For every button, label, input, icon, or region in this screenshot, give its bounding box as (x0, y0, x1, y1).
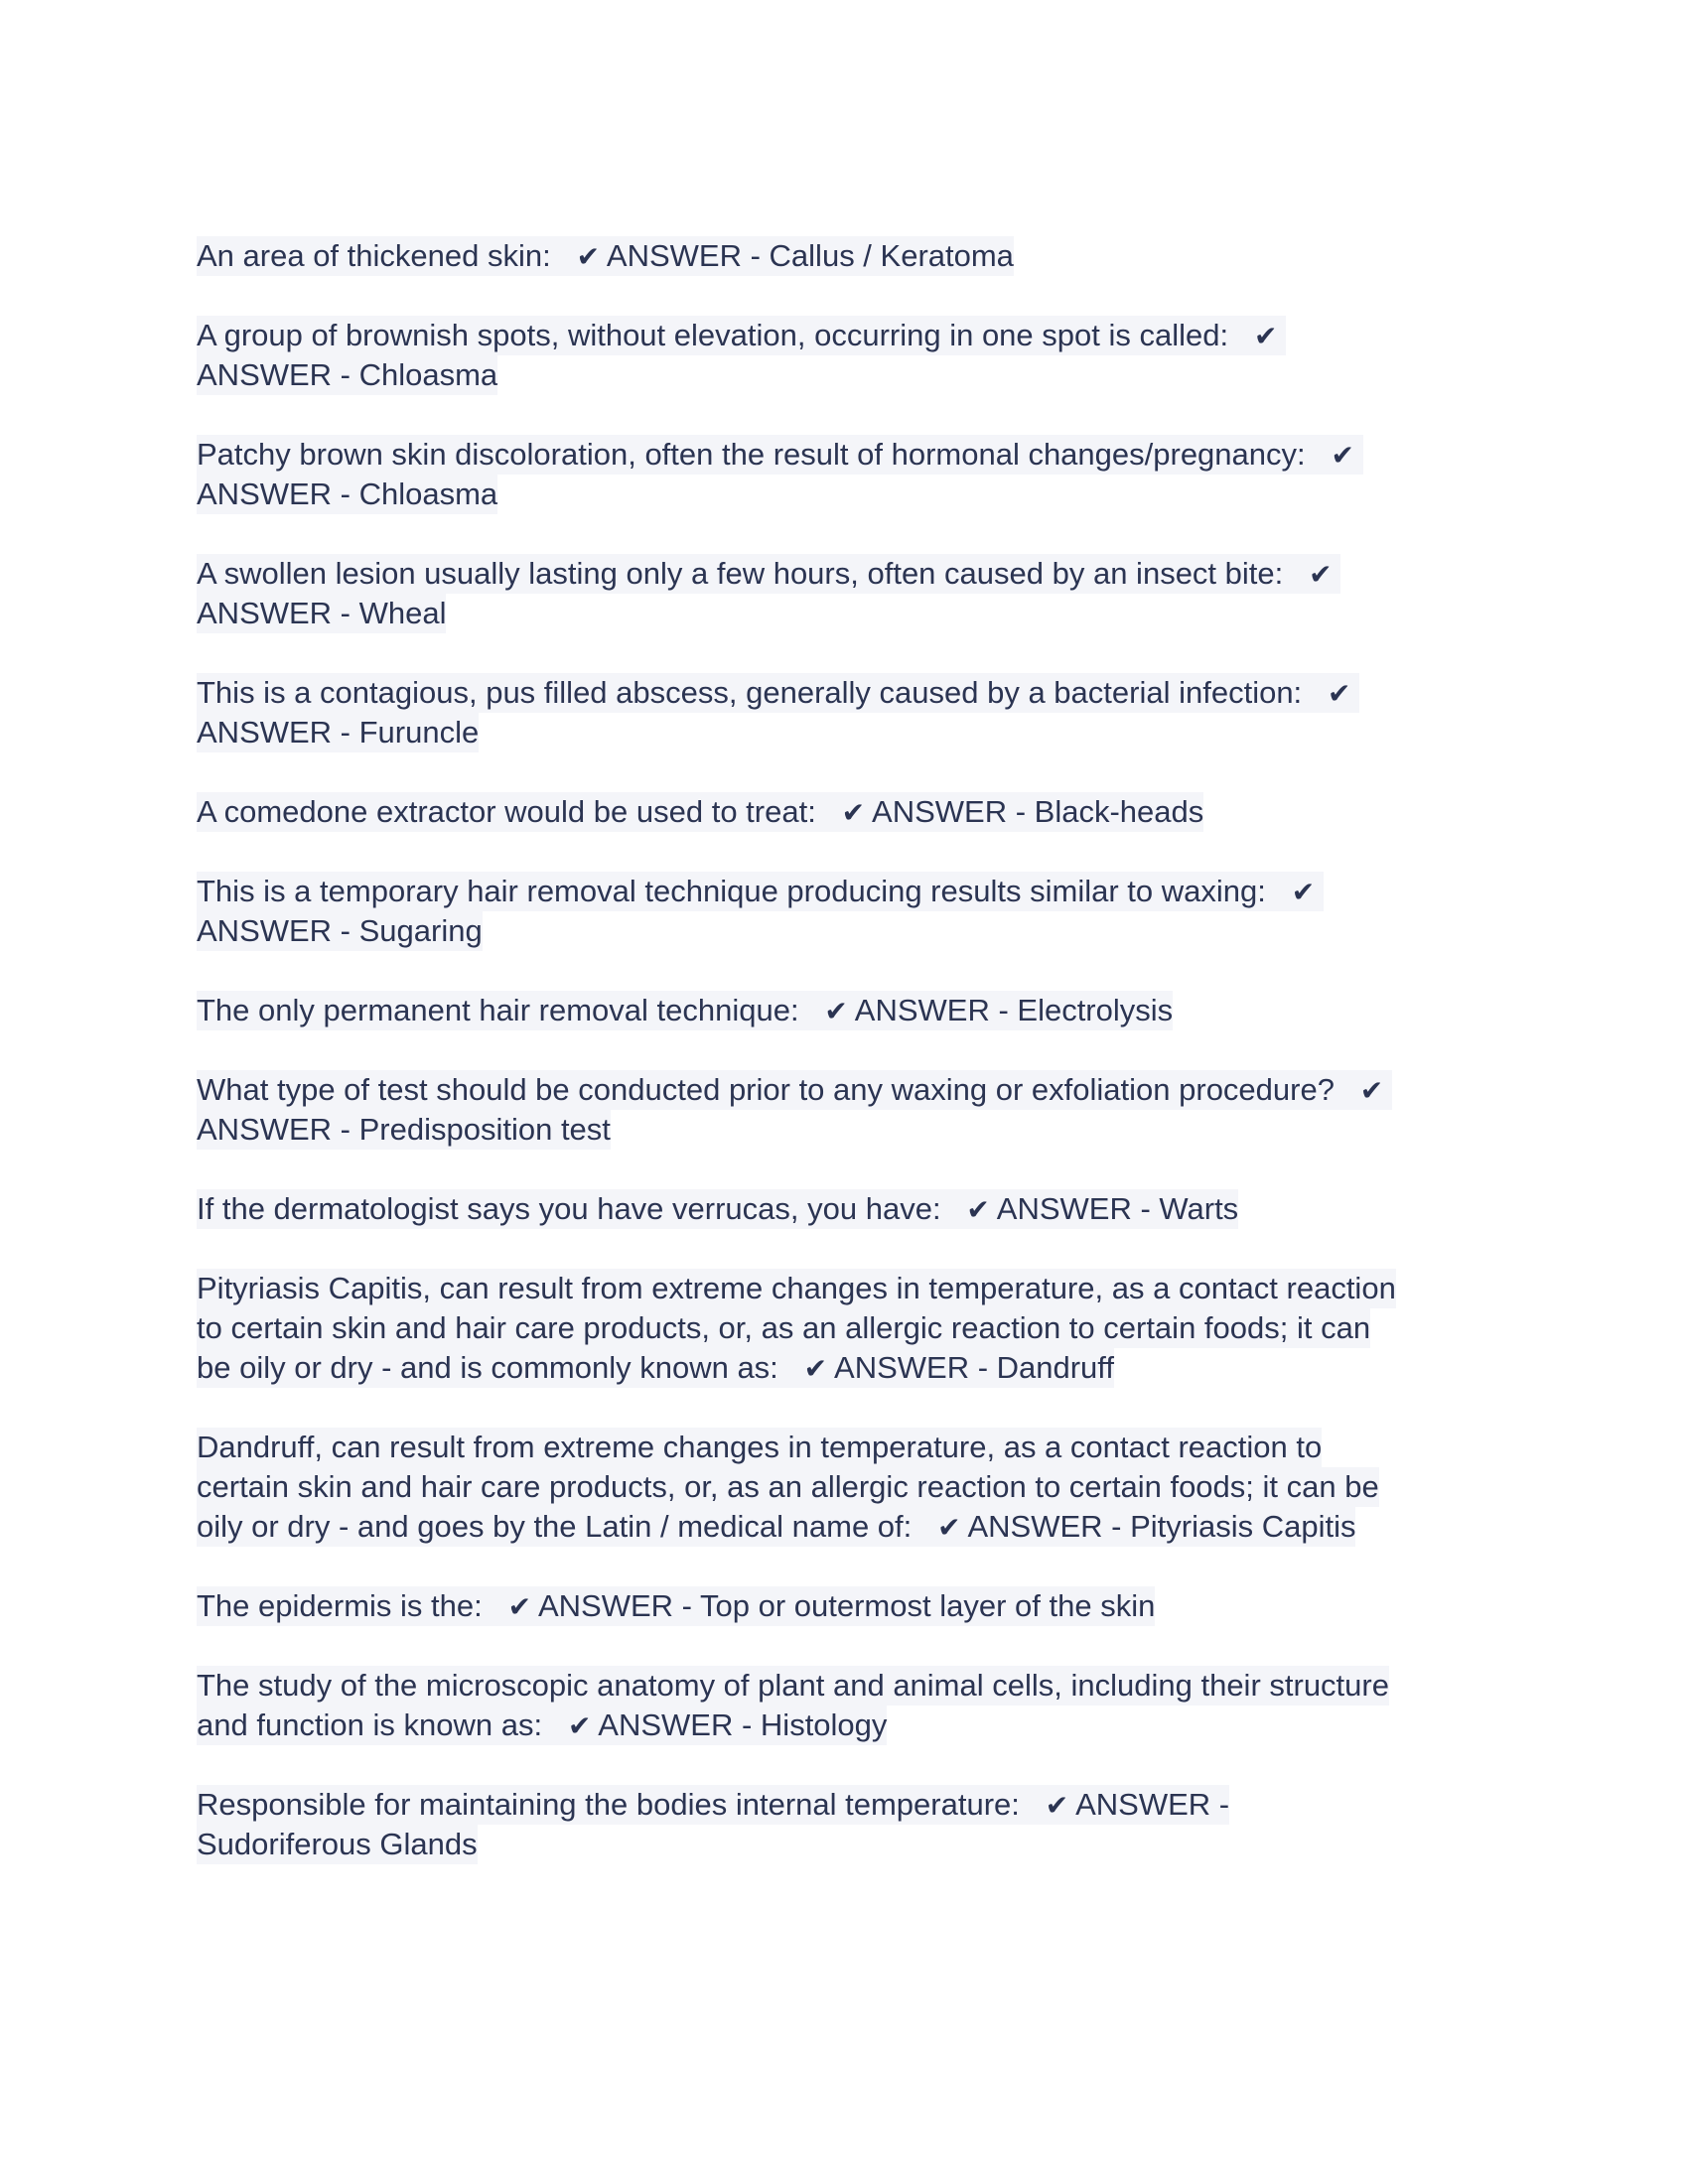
text-line (197, 792, 1507, 832)
qa-entry (197, 554, 1507, 633)
highlighted-text (197, 1785, 1229, 1825)
text-line (197, 355, 1507, 395)
text-segment: Dandruff, can result from extreme changes in temperature, as a contact reaction to (197, 1430, 1323, 1464)
text-segment: ANSWER - (1068, 1787, 1230, 1822)
highlighted-text (197, 1706, 887, 1745)
checkmark-icon: ✔ (1045, 1789, 1069, 1822)
text-segment: Patchy brown skin discoloration, often the result of hormonal changes/pregnancy: (197, 437, 1332, 472)
text-line (197, 713, 1507, 752)
highlighted-text (197, 911, 483, 951)
text-line (197, 1825, 1507, 1864)
text-line (197, 1666, 1507, 1706)
text-segment: ANSWER - Dandruff (827, 1350, 1114, 1385)
highlighted-text (197, 792, 1203, 832)
text-segment: Sudoriferous Glands (197, 1827, 478, 1861)
text-segment: certain skin and hair care products, or, as an allergic reaction to certain foods; it can be (197, 1469, 1379, 1504)
text-line (197, 991, 1507, 1030)
text-segment: This is a temporary hair removal technique producing results similar to waxing: (197, 874, 1292, 908)
text-segment: ANSWER - Chloasma (197, 477, 498, 511)
highlighted-text (197, 1348, 1114, 1388)
text-segment: The epidermis is the: (197, 1588, 508, 1623)
highlighted-text (197, 435, 1363, 475)
text-segment: oily or dry - and goes by the Latin / medical name of: (197, 1509, 938, 1544)
text-segment (1383, 1072, 1392, 1107)
highlighted-text (197, 355, 497, 395)
text-line (197, 554, 1507, 594)
checkmark-icon: ✔ (507, 1590, 532, 1623)
text-line (197, 1110, 1507, 1150)
text-segment: ANSWER - Predisposition test (197, 1112, 611, 1147)
text-line (197, 1706, 1507, 1745)
text-line (197, 435, 1507, 475)
checkmark-icon: ✔ (567, 1709, 592, 1742)
text-segment: Pityriasis Capitis, can result from extreme changes in temperature, as a contact reaction (197, 1271, 1396, 1305)
highlighted-text (197, 1189, 1238, 1229)
highlighted-text (197, 713, 479, 752)
text-segment: ANSWER - Top or outermost layer of the skin (531, 1588, 1156, 1623)
text-segment: What type of test should be conducted prior to any waxing or exfoliation procedure? (197, 1072, 1360, 1107)
text-line (197, 1348, 1507, 1388)
highlighted-text (197, 554, 1340, 594)
text-segment: ANSWER - Histology (591, 1707, 888, 1742)
checkmark-icon: ✔ (966, 1193, 990, 1226)
highlighted-text (197, 236, 1014, 276)
highlighted-text (197, 1110, 611, 1150)
text-segment (1354, 437, 1363, 472)
checkmark-icon: ✔ (1328, 677, 1351, 710)
text-line (197, 316, 1507, 355)
checkmark-icon: ✔ (824, 995, 848, 1027)
text-line (197, 1507, 1507, 1547)
text-segment: Responsible for maintaining the bodies internal temperature: (197, 1787, 1046, 1822)
text-segment: ANSWER - Electrolysis (847, 993, 1174, 1027)
text-segment: The study of the microscopic anatomy of plant and animal cells, including their structure (197, 1668, 1389, 1703)
checkmark-icon: ✔ (1331, 439, 1354, 472)
text-line (197, 673, 1507, 713)
text-segment: ANSWER - Chloasma (197, 357, 498, 392)
text-segment: to certain skin and hair care products, or, as an allergic reaction to certain foods; it can (197, 1310, 1371, 1345)
qa-entry (197, 872, 1507, 951)
text-segment: ANSWER - Warts (989, 1191, 1239, 1226)
highlighted-text (197, 1666, 1389, 1706)
text-segment: be oily or dry - and is commonly known as: (197, 1350, 804, 1385)
text-segment: A group of brownish spots, without elevation, occurring in one spot is called: (197, 318, 1254, 352)
highlighted-text (197, 1269, 1396, 1308)
text-segment (1277, 318, 1286, 352)
qa-entry (197, 1269, 1507, 1388)
qa-entry (197, 991, 1507, 1030)
text-segment: If the dermatologist says you have verrucas, you have: (197, 1191, 967, 1226)
text-segment: The only permanent hair removal technique: (197, 993, 825, 1027)
text-segment: ANSWER - Furuncle (197, 715, 480, 750)
checkmark-icon: ✔ (1291, 876, 1316, 908)
highlighted-text (197, 1070, 1392, 1110)
checkmark-icon: ✔ (1359, 1074, 1384, 1107)
text-line (197, 911, 1507, 951)
highlighted-text (197, 594, 446, 633)
highlighted-text (197, 1308, 1370, 1348)
qa-entry (197, 792, 1507, 832)
text-segment: and function is known as: (197, 1707, 568, 1742)
text-line (197, 1428, 1507, 1467)
highlighted-text (197, 1467, 1379, 1507)
text-segment: ANSWER - Pityriasis Capitis (960, 1509, 1356, 1544)
text-segment (1315, 874, 1324, 908)
checkmark-icon: ✔ (841, 796, 866, 829)
text-line (197, 1586, 1507, 1626)
text-line (197, 475, 1507, 514)
text-segment: ANSWER - Callus / Keratoma (600, 238, 1014, 273)
highlighted-text (197, 673, 1359, 713)
qa-entry (197, 673, 1507, 752)
text-line (197, 1308, 1507, 1348)
qa-entry (197, 1070, 1507, 1150)
text-line (197, 1269, 1507, 1308)
highlighted-text (197, 475, 497, 514)
qa-entry (197, 1189, 1507, 1229)
qa-entry (197, 236, 1507, 276)
text-segment: ANSWER - Black-heads (865, 794, 1204, 829)
text-segment: An area of thickened skin: (197, 238, 577, 273)
highlighted-text (197, 991, 1173, 1030)
checkmark-icon: ✔ (937, 1511, 961, 1544)
text-line (197, 236, 1507, 276)
text-segment: A swollen lesion usually lasting only a few hours, often caused by an insect bite: (197, 556, 1310, 591)
highlighted-text (197, 1825, 478, 1864)
text-segment: This is a contagious, pus filled abscess, generally caused by a bacterial infection: (197, 675, 1329, 710)
highlighted-text (197, 316, 1286, 355)
text-line (197, 1785, 1507, 1825)
qa-entry (197, 1428, 1507, 1547)
qa-entry (197, 316, 1507, 395)
qa-entry (197, 1586, 1507, 1626)
checkmark-icon: ✔ (1309, 558, 1333, 591)
document-page (197, 236, 1507, 1904)
text-line (197, 1189, 1507, 1229)
text-segment: A comedone extractor would be used to treat: (197, 794, 842, 829)
checkmark-icon: ✔ (576, 240, 601, 273)
qa-entry (197, 1666, 1507, 1745)
highlighted-text (197, 1586, 1155, 1626)
checkmark-icon: ✔ (803, 1352, 828, 1385)
qa-entry (197, 435, 1507, 514)
highlighted-text (197, 1428, 1322, 1467)
qa-entry (197, 1785, 1507, 1864)
highlighted-text (197, 872, 1324, 911)
text-segment: ANSWER - Wheal (197, 596, 447, 630)
highlighted-text (197, 1507, 1355, 1547)
text-segment (1350, 675, 1359, 710)
checkmark-icon: ✔ (1253, 320, 1278, 352)
text-line (197, 872, 1507, 911)
text-line (197, 1070, 1507, 1110)
text-line (197, 594, 1507, 633)
text-segment: ANSWER - Sugaring (197, 913, 483, 948)
text-line (197, 1467, 1507, 1507)
text-segment (1333, 556, 1341, 591)
